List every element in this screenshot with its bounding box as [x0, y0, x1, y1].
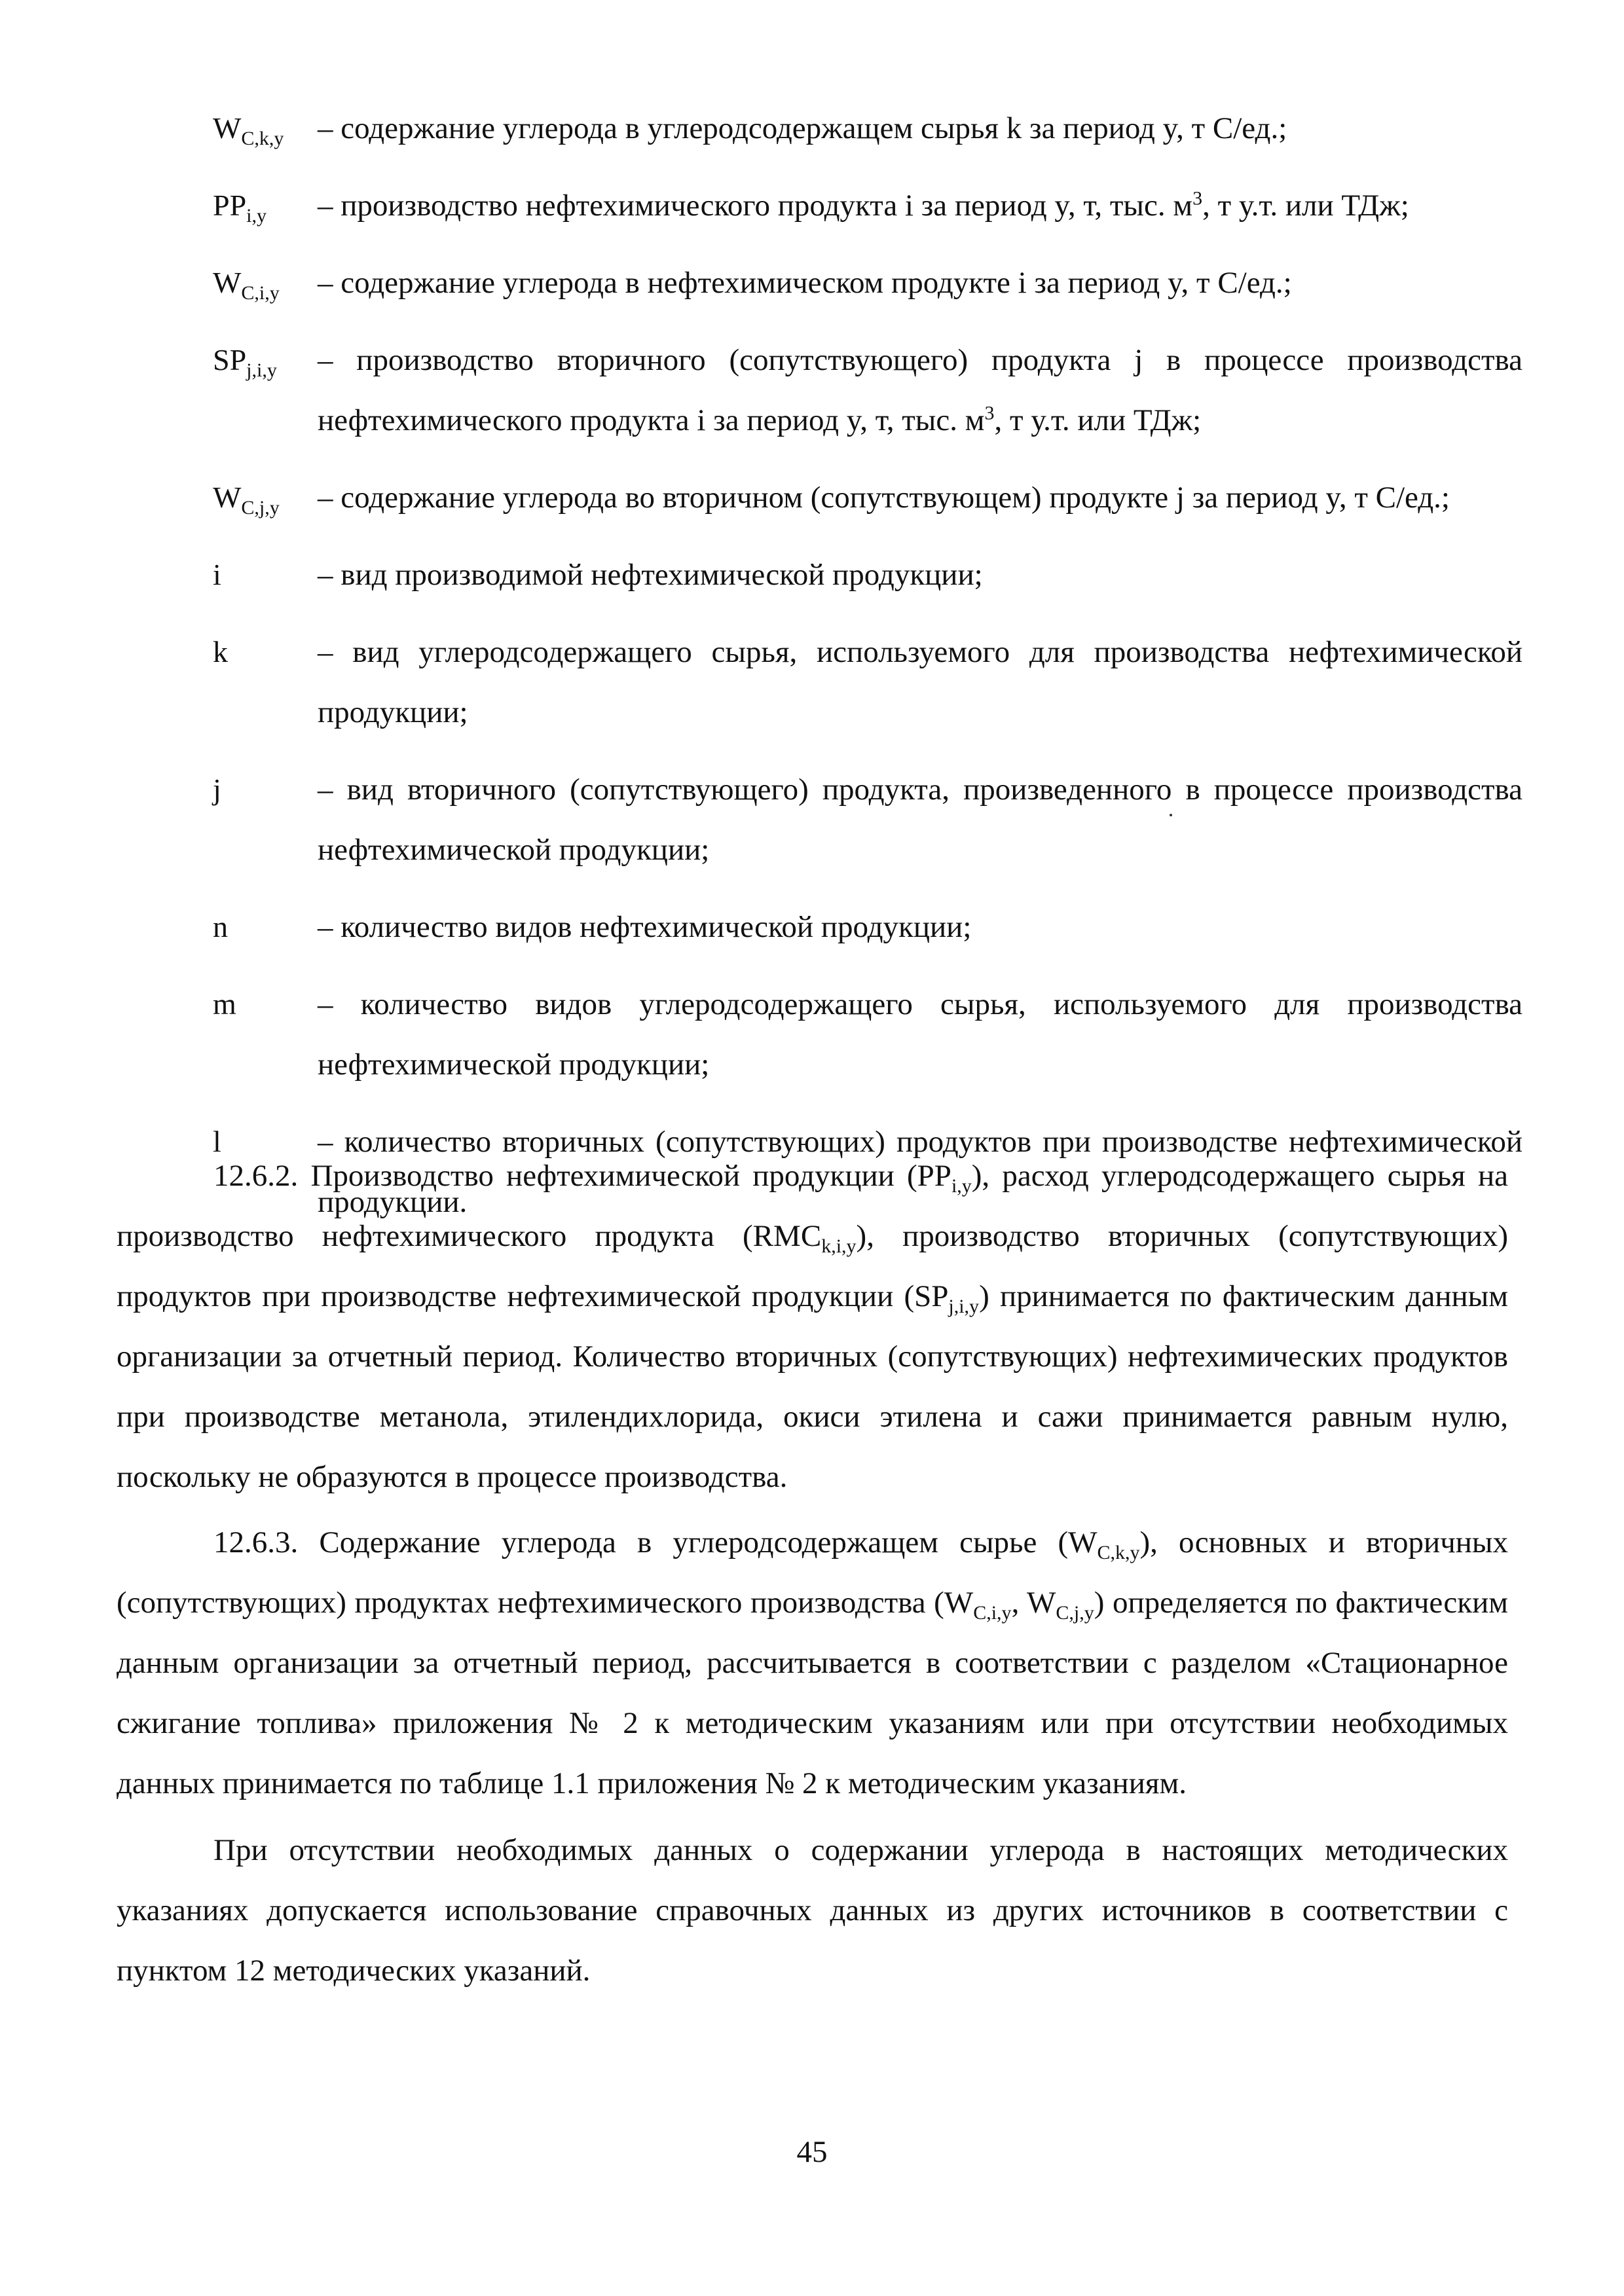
- superscript: 3: [984, 402, 995, 424]
- variable-symbol: [213, 545, 318, 605]
- subscript: C,j,y: [1056, 1602, 1094, 1624]
- subscript: k,i,y: [821, 1235, 857, 1257]
- variable-description: [318, 759, 1522, 880]
- description-text: , т у.т. или ТДж;: [1202, 189, 1409, 223]
- variable-symbol: [213, 897, 318, 957]
- variable-symbol: [213, 622, 318, 682]
- definition-row: [213, 974, 1522, 1095]
- description-text: – содержание углерода в нефтехимическом продукте i за период y, т С/ед.;: [318, 266, 1292, 300]
- symbol-subscript: C,i,y: [241, 282, 280, 304]
- variable-symbol: [213, 253, 318, 313]
- symbol-main: W: [213, 111, 242, 145]
- definition-row: [213, 897, 1522, 957]
- subscript: j,i,y: [948, 1296, 980, 1317]
- paragraph-text: ), основных и вторичных (сопутствующих) продуктах нефтехимического производства (W: [117, 1525, 1509, 1620]
- paragraph-reference-data: [117, 1820, 1508, 2001]
- symbol-main: n: [213, 910, 228, 943]
- paragraph-text: ), производство вторичных (сопутствующих) продуктов при производстве нефтехимической продукции (SP: [117, 1219, 1508, 1313]
- paragraph-text: При отсутствии необходимых данных о содержании углерода в настоящих методических указаниях допускается использование справочных данных из других источников в соответствии с пунктом 12 методических указаний.: [117, 1833, 1508, 1988]
- description-text: – количество вторичных (сопутствующих) продуктов при производстве нефтехимической продукции.: [318, 1125, 1522, 1219]
- variable-description: [318, 330, 1522, 450]
- paragraph-text: ) принимается по фактическим данным организации за отчетный период. Количество вторичных (сопутствующих) нефтехимических продуктов при производстве метанола, этилендихлорида, окиси этилена и сажи принимается равным нулю, поскольку не образуются в процессе производства.: [117, 1279, 1508, 1494]
- definition-row: [213, 253, 1522, 313]
- variable-symbol: [213, 759, 318, 820]
- paragraph-text: 12.6.3. Содержание углерода в углеродсодержащем сырье (W: [213, 1525, 1098, 1559]
- symbol-main: W: [213, 481, 242, 514]
- description-text: – производство вторичного (сопутствующего) продукта j в процессе производства нефтехимического продукта i за период y, т, тыс. м: [318, 343, 1522, 437]
- symbol-main: j: [213, 773, 221, 806]
- variable-description: [318, 467, 1522, 528]
- description-text: – вид вторичного (сопутствующего) продукта, произведенного в процессе производства нефтехимической продукции;: [318, 773, 1522, 867]
- paragraph-text: ), расход углеродсодержащего сырья на производство нефтехимического продукта (RMC: [117, 1159, 1508, 1253]
- definition-row: [213, 545, 1522, 605]
- variable-description: [318, 175, 1522, 236]
- subscript: i,y: [951, 1175, 972, 1197]
- symbol-subscript: C,j,y: [241, 497, 280, 519]
- variable-description: [318, 98, 1522, 158]
- variable-definitions: [213, 98, 1522, 1249]
- variable-description: [318, 974, 1522, 1095]
- definition-row: [213, 98, 1522, 158]
- variable-symbol: [213, 330, 318, 390]
- page-number: 45: [796, 2135, 828, 2169]
- description-text: – производство нефтехимического продукта i за период y, т, тыс. м: [318, 189, 1193, 223]
- symbol-subscript: i,y: [246, 205, 267, 227]
- symbol-main: i: [213, 558, 221, 591]
- variable-description: [318, 622, 1522, 742]
- symbol-main: k: [213, 635, 228, 668]
- paragraph-text: 12.6.2. Производство нефтехимической продукции (PP: [213, 1159, 951, 1193]
- variable-symbol: [213, 175, 318, 236]
- definition-row: [213, 175, 1522, 236]
- description-text: – содержание углерода во вторичном (сопутствующем) продукте j за период y, т С/ед.;: [318, 481, 1450, 515]
- symbol-main: l: [213, 1125, 221, 1158]
- paragraph-12-6-3: [117, 1512, 1508, 1813]
- symbol-main: PP: [213, 189, 247, 222]
- definition-row: [213, 622, 1522, 742]
- description-text: , т у.т. или ТДж;: [994, 403, 1202, 437]
- subscript: C,k,y: [1097, 1542, 1140, 1563]
- variable-symbol: [213, 98, 318, 158]
- definition-row: [213, 759, 1522, 880]
- paragraph-12-6-2: [117, 1146, 1508, 1507]
- definition-row: [213, 467, 1522, 528]
- description-text: – количество видов нефтехимической продукции;: [318, 910, 972, 944]
- variable-symbol: [213, 974, 318, 1034]
- symbol-main: W: [213, 266, 242, 299]
- variable-description: [318, 253, 1522, 313]
- scan-speck: [1170, 814, 1172, 816]
- description-text: – вид углеродсодержащего сырья, используемого для производства нефтехимической продукции;: [318, 635, 1522, 729]
- paragraph-text: ) определяется по фактическим данным организации за отчетный период, рассчитывается в соответствии с разделом «Стационарное сжигание топлива» приложения № 2 к методическим указаниям или при отсутствии необходимых данных принимается по таблице 1.1 приложения № 2 к методическим указаниям.: [117, 1586, 1508, 1800]
- superscript: 3: [1192, 187, 1203, 210]
- variable-description: [318, 545, 1522, 605]
- paragraph-text: , W: [1011, 1586, 1056, 1620]
- symbol-main: SP: [213, 343, 247, 376]
- description-text: – количество видов углеродсодержащего сырья, используемого для производства нефтехимической продукции;: [318, 987, 1522, 1082]
- description-text: – содержание углерода в углеродсодержащем сырья k за период y, т С/ед.;: [318, 111, 1287, 145]
- description-text: – вид производимой нефтехимической продукции;: [318, 558, 983, 592]
- symbol-subscript: j,i,y: [246, 359, 277, 381]
- symbol-main: m: [213, 987, 236, 1021]
- variable-description: [318, 897, 1522, 957]
- definition-row: [213, 330, 1522, 450]
- variable-symbol: [213, 467, 318, 528]
- symbol-subscript: C,k,y: [241, 128, 284, 149]
- subscript: C,i,y: [973, 1602, 1012, 1624]
